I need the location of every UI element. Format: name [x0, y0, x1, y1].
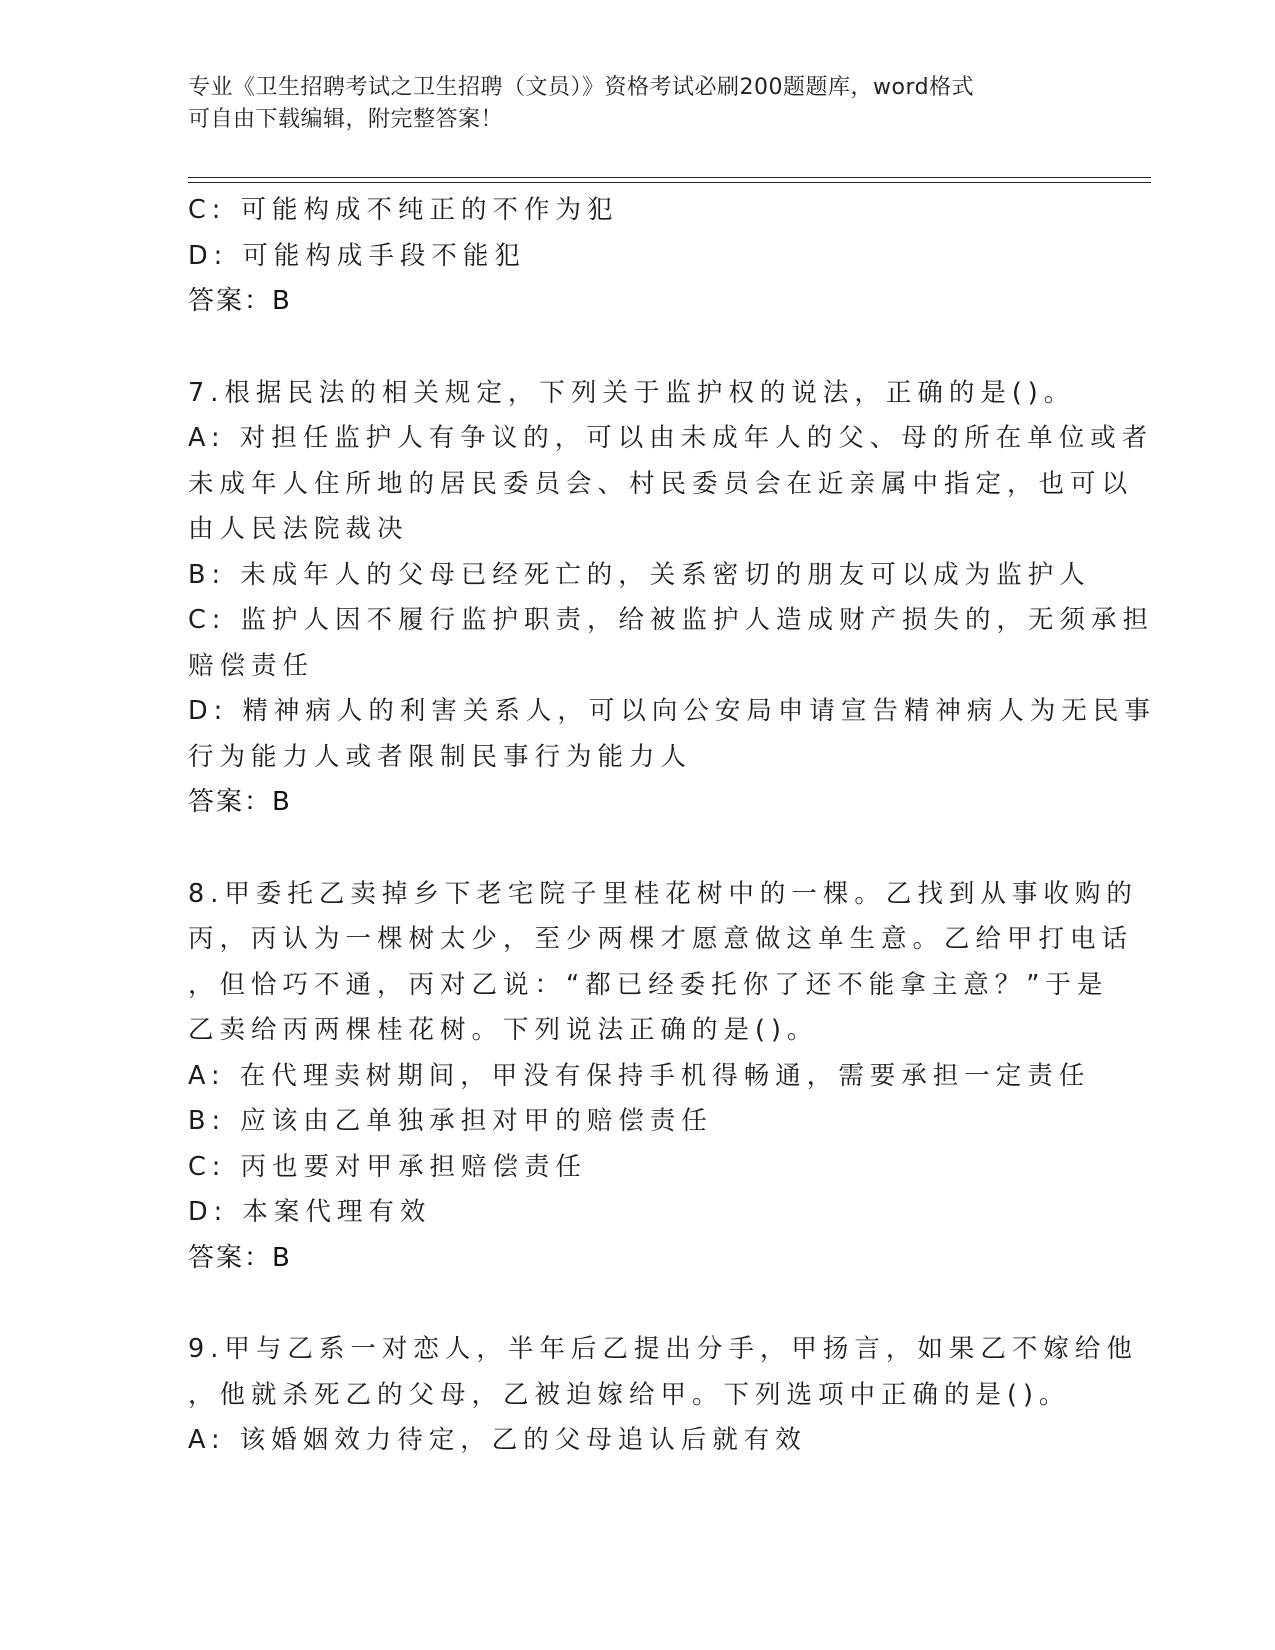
option-a: A: 在代理卖树期间，甲没有保持手机得畅通，需要承担一定责任 [188, 1060, 1091, 1091]
question-6 [188, 188, 1088, 325]
question-stem-continued: ，但恰巧不通，丙对乙说：“都已经委托你了还不能拿主意？”于是 [188, 969, 1109, 1000]
spacer [188, 325, 1088, 371]
header-title-line-2: 可自由下载编辑，附完整答案！ [188, 107, 504, 132]
question-7 [188, 371, 1156, 826]
spacer [188, 826, 1088, 872]
header-title-line-1: 专业《卫生招聘考试之卫生招聘（文员）》资格考试必刷200题题库，word格式 [188, 75, 975, 100]
question-stem: 8.甲委托乙卖掉乡下老宅院子里桂花树中的一棵。乙找到从事收购的 [188, 878, 1138, 909]
header-divider-bottom [188, 182, 1151, 183]
question-stem-continued: 乙卖给丙两棵桂花树。下列说法正确的是()。 [188, 1015, 819, 1045]
page-header [188, 72, 1068, 136]
option-a: A: 该婚姻效力待定，乙的父母追认后就有效 [188, 1425, 807, 1455]
option-a-continued: 未成年人住所地的居民委员会、村民委员会在近亲属中指定，也可以 [188, 468, 1134, 499]
option-b: B: 应该由乙单独承担对甲的赔偿责任 [188, 1106, 713, 1136]
option-a-continued: 由人民法院裁决 [188, 514, 409, 544]
option-c: C: 丙也要对甲承担赔偿责任 [188, 1151, 588, 1182]
option-d: D: 可能构成手段不能犯 [188, 240, 526, 271]
spacer [188, 1281, 1088, 1327]
option-a: A: 对担任监护人有争议的，可以由未成年人的父、母的所在单位或者 [188, 423, 1154, 453]
option-c: C: 监护人因不履行监护职责，给被监护人造成财产损失的，无须承担 [188, 605, 1155, 635]
question-stem-continued: 丙，丙认为一棵树太少，至少两棵才愿意做这单生意。乙给甲打电话 [188, 924, 1134, 954]
question-stem: 7.根据民法的相关规定，下列关于监护权的说法，正确的是()。 [188, 377, 1076, 408]
option-d: D: 本案代理有效 [188, 1197, 432, 1227]
question-9 [188, 1327, 1138, 1464]
option-d-continued: 行为能力人或者限制民事行为能力人 [188, 741, 693, 772]
answer: 答案：B [188, 787, 292, 817]
option-d: D: 精神病人的利害关系人，可以向公安局申请宣告精神病人为无民事 [188, 696, 1156, 726]
header-divider-top [188, 177, 1151, 178]
answer: 答案：B [188, 286, 292, 316]
option-c-continued: 赔偿责任 [188, 650, 315, 681]
question-8 [188, 872, 1138, 1282]
question-content [188, 188, 1156, 1464]
option-c: C: 可能构成不纯正的不作为犯 [188, 195, 619, 225]
question-stem: 9.甲与乙系一对恋人，半年后乙提出分手，甲扬言，如果乙不嫁给他 [188, 1334, 1138, 1364]
answer: 答案：B [188, 1242, 292, 1273]
option-b: B: 未成年人的父母已经死亡的，关系密切的朋友可以成为监护人 [188, 559, 1091, 590]
question-stem-continued: ，他就杀死乙的父母，乙被迫嫁给甲。下列选项中正确的是()。 [188, 1379, 1071, 1410]
